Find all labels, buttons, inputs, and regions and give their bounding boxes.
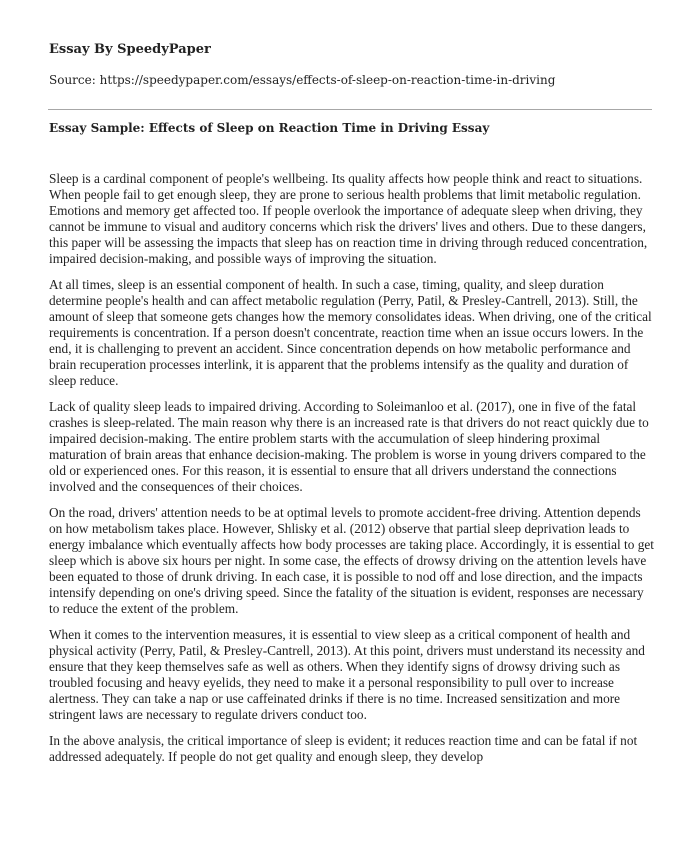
essay-paragraph: In the above analysis, the critical importance of sleep is evident; it reduces reaction time and can be fatal if not addressed adequately. If people do not get quality and enough sleep, they develop xyxy=(49,733,638,764)
essay-body xyxy=(49,171,655,775)
header-divider xyxy=(48,109,652,110)
source-line: Source: https://speedypaper.com/essays/effects-of-sleep-on-reaction-time-in-driving xyxy=(49,73,556,87)
essay-paragraph: Sleep is a cardinal component of people's wellbeing. Its quality affects how people think and react to situations. When people fail to get enough sleep, they are prone to serious health problems that limit metabolic regulation. Emotions and memory get affected too. If people overlook the importance of adequate sleep when driving, they cannot be immune to visual and auditory concerns which risk the drivers' lives and others. Due to these dangers, this paper will be assessing the impacts that sleep has on reaction time in driving through reduced concentration, impaired decision-making, and possible ways of improving the situation. xyxy=(49,171,648,266)
essay-paragraph: Lack of quality sleep leads to impaired driving. According to Soleimanloo et al. (2017), one in five of the fatal crashes is sleep-related. The main reason why there is an increased rate is that drivers do not react quickly due to impaired decision-making. The entire problem starts with the accumulation of sleep hindering proximal maturation of brain areas that enhance decision-making. The problem is worse in young drivers compared to the old or experienced ones. For this reason, it is essential to ensure that all drivers understand the connections involved and the consequences of their choices. xyxy=(49,399,649,494)
essay-paragraph: At all times, sleep is an essential component of health. In such a case, timing, quality, and sleep duration determine people's health and can affect metabolic regulation (Perry, Patil, & Presley-Cantrell, 2013). Still, the amount of sleep that someone gets changes how the memory consolidates ideas. When driving, one of the critical requirements is concentration. If a person doesn't concentrate, reaction time when an issue occurs lowers. In the end, it is challenging to prevent an accident. Since concentration depends on how metabolic performance and brain recuperation processes interlink, it is apparent that the problems intensify as the quality and duration of sleep reduce. xyxy=(49,277,652,388)
essay-title: Essay Sample: Effects of Sleep on Reaction Time in Driving Essay xyxy=(49,121,490,135)
site-title: Essay By SpeedyPaper xyxy=(49,42,211,57)
essay-paragraph: When it comes to the intervention measures, it is essential to view sleep as a critical component of health and physical activity (Perry, Patil, & Presley-Cantrell, 2013). At this point, drivers must understand its necessity and ensure that they keep themselves safe as well as others. When they identify signs of drowsy driving such as troubled focusing and heavy eyelids, they need to make it a personal responsibility to pull over to increase alertness. They can take a nap or use caffeinated drinks if there is no time. Increased sensitization and more stringent laws are necessary to regulate drivers conduct too. xyxy=(49,627,645,722)
essay-paragraph: On the road, drivers' attention needs to be at optimal levels to promote accident-free driving. Attention depends on how metabolism takes place. However, Shlisky et al. (2012) observe that partial sleep deprivation leads to energy imbalance which eventually affects how body processes are taking place. Accordingly, it is essential to get sleep which is above six hours per night. In some case, the effects of drowsy driving on the attention levels have been equated to those of drunk driving. In each case, it is possible to nod off and lose direction, and the impacts intensify depending on one's driving speed. Since the fatality of the situation is evident, responses are necessary to reduce the extent of the problem. xyxy=(49,505,654,616)
